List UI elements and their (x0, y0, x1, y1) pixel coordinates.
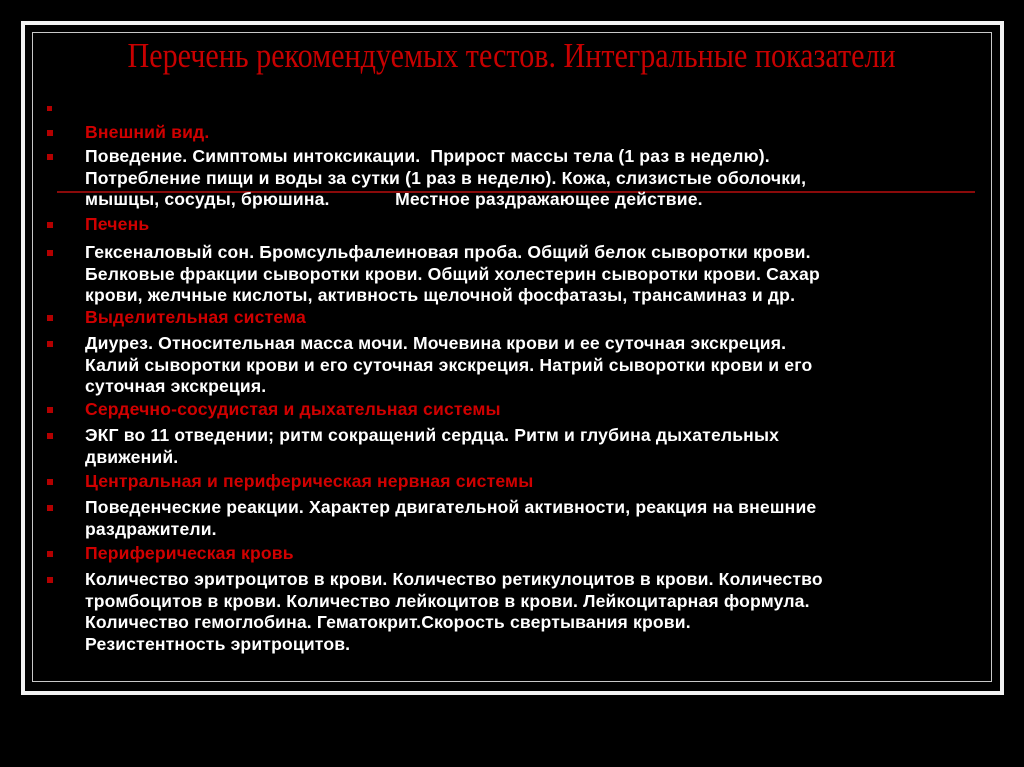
text-line: Периферическая кровь (85, 543, 294, 563)
text-line: Выделительная система (85, 307, 306, 327)
text-line: ЭКГ во 11 отведении; ритм сокращений сердца. Ритм и глубина дыхательных (85, 425, 780, 445)
square-bullet-icon (47, 106, 52, 111)
text-line: Сердечно-сосудистая и дыхательная системы (85, 399, 501, 419)
text-line: Белковые фракции сыворотки крови. Общий холестерин сыворотки крови. Сахар (85, 263, 820, 284)
heading-nervous (85, 471, 985, 493)
text-liver-tests (85, 242, 985, 307)
square-bullet-icon (47, 407, 53, 413)
text-cardio-tests (85, 425, 985, 468)
text-line: Гексеналовый сон. Бромсульфалеиновая проба. Общий белок сыворотки крови. (85, 242, 811, 262)
slide-title-text: Перечень рекомендуемых тестов. Интегральные показатели (127, 36, 897, 75)
square-bullet-icon (47, 154, 53, 160)
text-blood-tests (85, 569, 985, 655)
heading-excretory (85, 307, 985, 329)
heading-liver (85, 214, 985, 236)
text-behavior (85, 146, 985, 211)
text-line: раздражители. (85, 518, 217, 539)
square-bullet-icon (47, 222, 53, 228)
text-line: Внешний вид. (85, 122, 210, 142)
heading-cardio (85, 399, 985, 421)
text-line: Количество гемоглобина. Гематокрит.Скорость свертывания крови. (85, 612, 691, 632)
square-bullet-icon (47, 250, 53, 256)
text-line: Диурез. Относительная масса мочи. Мочевина крови и ее суточная экскреция. (85, 333, 787, 353)
text-line: Центральная и периферическая нервная системы (85, 471, 534, 491)
text-line: Калий сыворотки крови и его суточная экскреция. Натрий сыворотки крови и его (85, 354, 813, 375)
heading-blood (85, 543, 985, 565)
text-line: Потребление пищи и воды за сутки (1 раз в неделю). Кожа, слизистые оболочки, (85, 167, 807, 188)
text-line: Поведенческие реакции. Характер двигательной активности, реакция на внешние (85, 497, 817, 517)
text-line: суточная экскреция. (85, 376, 267, 396)
square-bullet-icon (47, 341, 53, 347)
text-line: Количество эритроцитов в крови. Количество ретикулоцитов в крови. Количество (85, 569, 823, 589)
text-line: Резистентность эритроцитов. (85, 633, 351, 654)
square-bullet-icon (47, 551, 53, 557)
text-line: движений. (85, 446, 179, 467)
text-line: Поведение. Симптомы интоксикации. Прирост массы тела (1 раз в неделю). (85, 146, 770, 166)
square-bullet-icon (47, 479, 53, 485)
square-bullet-icon (47, 577, 53, 583)
text-line: мышцы, сосуды, брюшина. Местное раздражающее действие. (85, 189, 703, 209)
square-bullet-icon (47, 315, 53, 321)
text-line: Печень (85, 214, 150, 234)
square-bullet-icon (47, 130, 53, 136)
square-bullet-icon (47, 433, 53, 439)
text-excretory-tests (85, 333, 985, 398)
text-nervous-tests (85, 497, 985, 540)
text-line: тромбоцитов в крови. Количество лейкоцитов в крови. Лейкоцитарная формула. (85, 590, 810, 611)
text-line: крови, желчные кислоты, активность щелочной фосфатазы, трансаминаз и др. (85, 285, 796, 305)
heading-appearance (85, 122, 985, 144)
square-bullet-icon (47, 505, 53, 511)
